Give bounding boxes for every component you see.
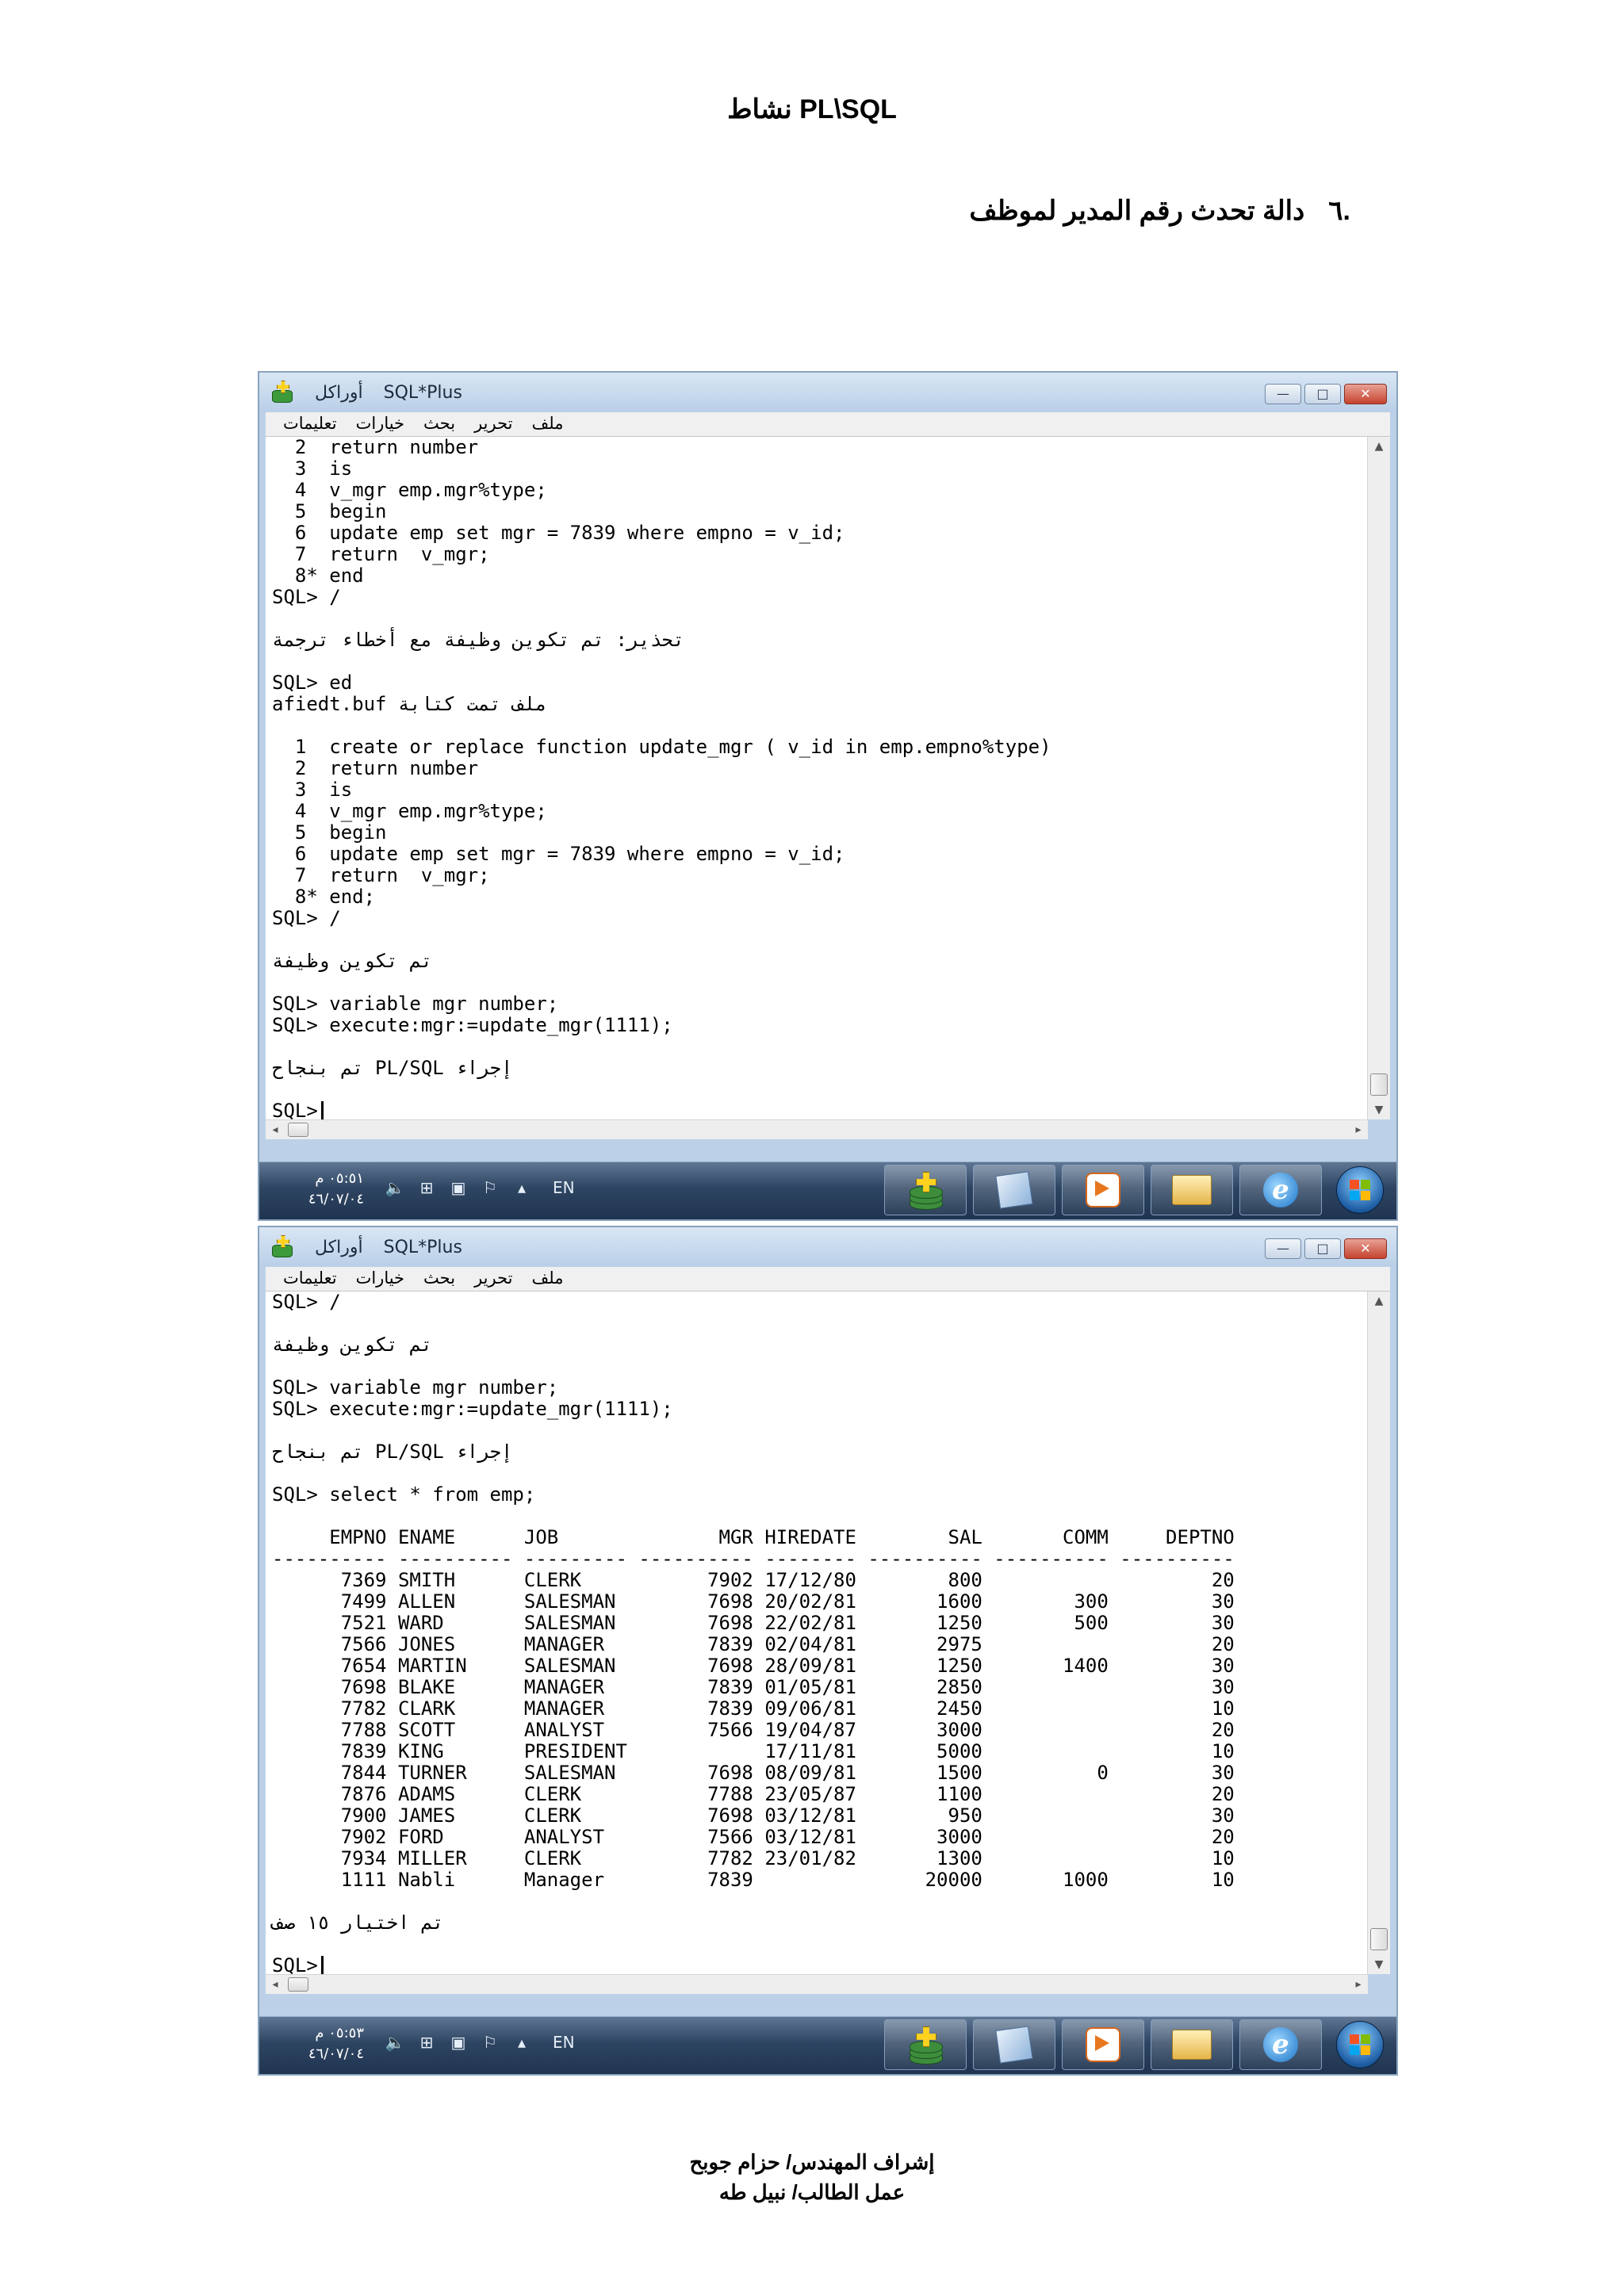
console-line: 7839 KING PRESIDENT 17/11/81 5000 10 <box>272 1740 1235 1762</box>
language-indicator[interactable]: EN <box>553 2033 575 2052</box>
oracle-app-icon <box>270 1235 294 1259</box>
section-heading <box>969 195 1350 227</box>
console-blank-line <box>266 929 1368 951</box>
console-line: تحذير: تم تكوين وظيفة مع أخطاء ترجمة <box>272 629 685 651</box>
internet-explorer-icon: e <box>1263 1173 1298 1207</box>
scroll-left-icon[interactable]: ◂ <box>272 1978 278 1991</box>
horizontal-scrollbar[interactable] <box>266 1119 1368 1139</box>
media-player-icon <box>1086 2027 1120 2062</box>
console-line: 5 begin <box>272 821 387 844</box>
menu-search[interactable]: بحث <box>423 414 456 433</box>
console-blank-line <box>266 715 1368 737</box>
clock-date: ٤٦/٠٧/٠٤ <box>308 1191 364 1207</box>
console-line: SQL> execute:mgr:=update_mgr(1111); <box>272 1014 673 1036</box>
minimize-button[interactable] <box>1265 1238 1301 1259</box>
menu-file[interactable]: ملف <box>531 414 564 433</box>
console-line: تم اختيار ١٥ صف <box>272 1911 444 1934</box>
scroll-left-icon[interactable]: ◂ <box>272 1123 278 1136</box>
console-blank-line <box>266 608 1368 629</box>
console-line: 2 return number <box>272 757 479 779</box>
system-tray <box>385 1178 575 1197</box>
console-line: 7788 SCOTT ANALYST 7566 19/04/87 3000 20 <box>272 1719 1235 1741</box>
sqlplus-icon <box>910 1172 941 1208</box>
console-line: 7782 CLARK MANAGER 7839 09/06/81 2450 10 <box>272 1697 1235 1720</box>
document-title: نشاط PL\SQL <box>727 94 897 124</box>
task-explorer[interactable] <box>1151 1165 1233 1215</box>
clock-time: ٠٥:٥١ م <box>315 1170 364 1187</box>
console-blank-line <box>266 972 1368 993</box>
menu-search[interactable]: بحث <box>423 1269 456 1288</box>
console-line: 7698 BLAKE MANAGER 7839 01/05/81 2850 30 <box>272 1676 1235 1698</box>
menu-help[interactable]: تعليمات <box>283 1269 337 1288</box>
console-output[interactable] <box>266 437 1368 1119</box>
text-cursor <box>321 1101 324 1119</box>
maximize-icon: □ <box>1316 386 1329 401</box>
close-button[interactable] <box>1344 384 1387 404</box>
task-notepad[interactable] <box>973 1165 1055 1215</box>
console-line: 7934 MILLER CLERK 7782 23/01/82 1300 10 <box>272 1847 1235 1869</box>
console-blank-line <box>266 1420 1368 1441</box>
scroll-down-icon[interactable]: ▼ <box>1374 1958 1384 1971</box>
maximize-button[interactable] <box>1304 1238 1341 1259</box>
scroll-up-icon[interactable]: ▲ <box>1374 440 1384 453</box>
volume-icon[interactable]: 🔈 <box>385 1178 405 1197</box>
scroll-right-icon[interactable]: ▸ <box>1355 1978 1362 1991</box>
clipboard-icon[interactable]: ▣ <box>450 2033 466 2052</box>
console-line: 6 update emp set mgr = 7839 where empno = v_id; <box>272 843 845 865</box>
flag-icon[interactable]: ⚐ <box>483 1178 497 1197</box>
scroll-right-icon[interactable]: ▸ <box>1355 1123 1362 1136</box>
vendor-name: أوراكل <box>315 382 363 403</box>
vertical-scrollbar[interactable] <box>1367 1292 1390 1974</box>
close-icon: ✕ <box>1360 386 1371 401</box>
task-internet-explorer[interactable] <box>1239 2019 1322 2070</box>
scroll-down-icon[interactable]: ▼ <box>1374 1104 1384 1116</box>
start-button[interactable] <box>1328 1165 1392 1215</box>
prompt-line[interactable] <box>266 1100 1368 1119</box>
sqlplus-window-2 <box>258 1226 1398 2076</box>
console-line: SQL> / <box>272 1292 341 1313</box>
console-blank-line <box>266 651 1368 672</box>
console-line: 5 begin <box>272 500 387 522</box>
task-explorer[interactable] <box>1151 2019 1233 2070</box>
console-line: 1111 Nabli Manager 7839 20000 1000 10 <box>272 1869 1235 1891</box>
console-line: إجراء PL/SQL تم بنجاح <box>272 1441 513 1463</box>
close-button[interactable] <box>1344 1238 1387 1259</box>
title-bar[interactable] <box>259 373 1396 412</box>
task-media-player[interactable] <box>1062 2019 1144 2070</box>
console-line: 7 return v_mgr; <box>272 864 490 886</box>
oracle-app-icon <box>270 381 294 404</box>
scroll-thumb[interactable] <box>1370 1073 1388 1096</box>
show-hidden-icon[interactable]: ▴ <box>517 2033 527 2052</box>
section-number: .٦ <box>1328 196 1350 226</box>
console-line: إجراء PL/SQL تم بنجاح <box>272 1057 513 1079</box>
console-line: 3 is <box>272 457 353 480</box>
taskbar <box>259 2016 1396 2074</box>
console-blank-line <box>266 1079 1368 1100</box>
vertical-scrollbar[interactable] <box>1367 437 1390 1119</box>
text-cursor <box>321 1956 324 1974</box>
prompt-line[interactable] <box>266 1955 1368 1974</box>
console-line: 7844 TURNER SALESMAN 7698 08/09/81 1500 0 30 <box>272 1762 1235 1784</box>
start-button[interactable] <box>1328 2019 1392 2070</box>
console-line: 7369 SMITH CLERK 7902 17/12/80 800 20 <box>272 1569 1235 1591</box>
console-line: تم تكوين وظيفة <box>272 1334 433 1356</box>
console-line: 7499 ALLEN SALESMAN 7698 20/02/81 1600 300 30 <box>272 1590 1235 1613</box>
notepad-icon <box>995 2026 1032 2063</box>
network-icon[interactable]: ⊞ <box>419 1178 434 1197</box>
close-icon: ✕ <box>1360 1241 1371 1256</box>
console-line: SQL> execute:mgr:=update_mgr(1111); <box>272 1398 673 1420</box>
internet-explorer-icon: e <box>1263 2027 1298 2062</box>
console-blank-line <box>266 1313 1368 1334</box>
console-line: SQL> variable mgr number; <box>272 993 559 1015</box>
console-blank-line <box>266 1356 1368 1377</box>
section-title: دالة تحدث رقم المدير لموظف <box>969 196 1305 226</box>
console-blank-line <box>266 1934 1368 1955</box>
console-line: 4 v_mgr emp.mgr%type; <box>272 800 547 822</box>
explorer-icon <box>1172 1175 1212 1205</box>
network-icon[interactable]: ⊞ <box>419 2033 434 2052</box>
console-blank-line <box>266 1891 1368 1912</box>
console-line: 2 return number <box>272 437 479 458</box>
console-line: 8* end <box>272 564 364 587</box>
console-line: 8* end; <box>272 886 376 908</box>
explorer-icon <box>1172 2030 1212 2060</box>
console-line: SQL> select * from emp; <box>272 1483 536 1506</box>
menu-edit[interactable]: تحرير <box>474 1269 513 1288</box>
vendor-name: أوراكل <box>315 1237 363 1257</box>
student-line: عمل الطالب/ نبيل طه <box>718 2180 906 2204</box>
start-orb-icon <box>1336 2021 1384 2068</box>
volume-icon[interactable]: 🔈 <box>385 2033 405 2052</box>
scroll-thumb-horizontal[interactable] <box>288 1977 308 1992</box>
clock-time: ٠٥:٥٣ م <box>315 2025 364 2042</box>
console-line: 7521 WARD SALESMAN 7698 22/02/81 1250 500 30 <box>272 1612 1235 1634</box>
minimize-icon: — <box>1277 1241 1289 1256</box>
task-sqlplus[interactable] <box>884 1165 967 1215</box>
task-notepad[interactable] <box>973 2019 1055 2070</box>
title-bar[interactable] <box>259 1227 1396 1267</box>
clipboard-icon[interactable]: ▣ <box>450 1178 466 1197</box>
console-line: 7654 MARTIN SALESMAN 7698 28/09/81 1250 1400 30 <box>272 1655 1235 1677</box>
minimize-icon: — <box>1277 386 1289 401</box>
console-line: 7 return v_mgr; <box>272 543 490 565</box>
console-line: 6 update emp set mgr = 7839 where empno = v_id; <box>272 522 845 544</box>
console-output[interactable] <box>266 1292 1368 1974</box>
console-line: SQL> / <box>272 586 341 608</box>
notepad-icon <box>995 1171 1032 1208</box>
maximize-button[interactable] <box>1304 384 1341 404</box>
sqlplus-window-1 <box>258 371 1398 1221</box>
menu-options[interactable]: خيارات <box>355 1269 405 1288</box>
menu-options[interactable]: خيارات <box>355 414 405 433</box>
console-line: SQL> variable mgr number; <box>272 1376 559 1399</box>
clock[interactable] <box>293 2023 364 2064</box>
language-indicator[interactable]: EN <box>553 1178 575 1197</box>
console-line: 1 create or replace function update_mgr ( v_id in emp.empno%type) <box>272 736 1051 758</box>
console-blank-line <box>266 1036 1368 1058</box>
menu-bar <box>266 412 1390 437</box>
scroll-thumb-horizontal[interactable] <box>288 1123 308 1137</box>
start-orb-icon <box>1336 1166 1384 1214</box>
horizontal-scrollbar[interactable] <box>266 1974 1368 1994</box>
sqlplus-icon <box>910 2026 941 2063</box>
console-line: تم تكوين وظيفة <box>272 950 433 972</box>
menu-file[interactable]: ملف <box>531 1269 564 1288</box>
maximize-icon: □ <box>1316 1241 1329 1256</box>
flag-icon[interactable]: ⚐ <box>483 2033 497 2052</box>
console-blank-line <box>266 1506 1368 1527</box>
minimize-button[interactable] <box>1265 384 1301 404</box>
task-internet-explorer[interactable] <box>1239 1165 1322 1215</box>
console-line: 3 is <box>272 779 353 801</box>
console-line: SQL> ed <box>272 672 353 694</box>
taskbar <box>259 1161 1396 1219</box>
menu-help[interactable]: تعليمات <box>283 414 337 433</box>
prompt-label: SQL> <box>272 1954 318 1974</box>
system-tray <box>385 2033 575 2052</box>
supervisor-line: إشراف المهندس/ حزام جوبح <box>689 2150 935 2174</box>
clock[interactable] <box>293 1169 364 1210</box>
console-line: ملف تمت كتابة afiedt.buf <box>272 693 547 715</box>
console-line: ---------- ---------- --------- ---------- -------- ---------- ---------- ---------- <box>272 1548 1235 1570</box>
task-media-player[interactable] <box>1062 1165 1144 1215</box>
console-line: SQL> / <box>272 907 341 929</box>
scroll-up-icon[interactable]: ▲ <box>1374 1295 1384 1307</box>
console-line: EMPNO ENAME JOB MGR HIREDATE SAL COMM DEPTNO <box>272 1526 1235 1548</box>
show-hidden-icon[interactable]: ▴ <box>517 1178 527 1197</box>
console-line: 7902 FORD ANALYST 7566 03/12/81 3000 20 <box>272 1826 1235 1848</box>
console-line: 7566 JONES MANAGER 7839 02/04/81 2975 20 <box>272 1633 1235 1655</box>
prompt-label: SQL> <box>272 1100 318 1119</box>
app-title: SQL*Plus <box>383 1237 462 1257</box>
console-blank-line <box>266 1463 1368 1484</box>
menu-edit[interactable]: تحرير <box>474 414 513 433</box>
console-line: 7876 ADAMS CLERK 7788 23/05/87 1100 20 <box>272 1783 1235 1805</box>
console-line: 4 v_mgr emp.mgr%type; <box>272 479 547 501</box>
scroll-thumb[interactable] <box>1370 1928 1388 1950</box>
clock-date: ٤٦/٠٧/٠٤ <box>308 2045 364 2062</box>
console-line: 7900 JAMES CLERK 7698 03/12/81 950 30 <box>272 1804 1235 1827</box>
app-title: SQL*Plus <box>383 382 462 403</box>
menu-bar <box>266 1267 1390 1292</box>
task-sqlplus[interactable] <box>884 2019 967 2070</box>
media-player-icon <box>1086 1173 1120 1207</box>
